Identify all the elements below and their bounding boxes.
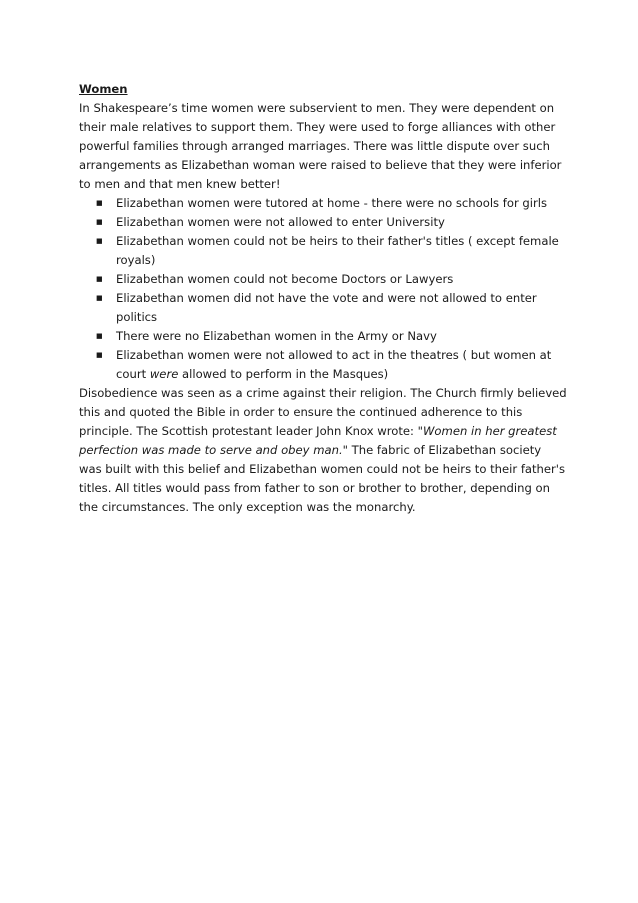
list-item	[79, 289, 567, 327]
intro-paragraph: In Shakespeare’s time women were subservient to men. They were dependent on their male relatives to support them. They were used to forge alliances with other powerful families through arranged marriages. There was little dispute over such arrangements as Elizabethan woman were raised to believe that they were inferior to men and that men knew better!	[79, 101, 562, 191]
bullet-square-icon: ■	[96, 294, 103, 302]
list-item-text-end: allowed to perform in the Masques)	[178, 367, 389, 381]
list-item-text-start: Elizabethan women were not allowed to act in the theatres ( but women at court	[116, 348, 552, 381]
list-item	[79, 213, 567, 232]
list-item	[79, 232, 567, 270]
bullet-square-icon: ■	[96, 199, 103, 207]
bullet-square-icon: ■	[96, 275, 103, 283]
bullet-square-icon: ■	[96, 218, 103, 226]
list-item-text: Elizabethan women did not have the vote and were not allowed to enter politics	[116, 291, 537, 324]
emphasis-word: were	[149, 367, 179, 381]
list-item-text: There were no Elizabethan women in the Army or Navy	[116, 329, 437, 343]
restrictions-list	[79, 194, 567, 384]
list-item	[79, 327, 567, 346]
list-item-text: Elizabethan women could not be heirs to their father's titles ( except female royals)	[116, 234, 559, 267]
list-item	[79, 346, 567, 384]
bullet-square-icon: ■	[96, 237, 103, 245]
list-item-text: Elizabethan women could not become Doctors or Lawyers	[116, 272, 454, 286]
section-title: Women	[79, 82, 128, 96]
knox-quote: Women in her greatest perfection was made to serve and obey man.	[79, 424, 557, 457]
closing-text-start: Disobedience was seen as a crime against their religion. The Church firmly believed this and quoted the Bible in order to ensure the continued adherence to this principle. The Scottish protestant leader John Knox wrote: "	[79, 386, 567, 438]
closing-text-end: " The fabric of Elizabethan society was built with this belief and Elizabethan women could not be heirs to their father's titles. All titles would pass from father to son or brother to brother, depending on the circumstances. The only exception was the monarchy.	[79, 443, 566, 514]
list-item	[79, 270, 567, 289]
list-item-text: Elizabethan women were not allowed to enter University	[116, 215, 445, 229]
bullet-square-icon: ■	[96, 332, 103, 340]
list-item	[79, 194, 567, 213]
bullet-square-icon: ■	[96, 351, 103, 359]
document-page	[79, 80, 567, 517]
list-item-text: Elizabethan women were tutored at home - there were no schools for girls	[116, 196, 548, 210]
closing-paragraph	[79, 384, 567, 517]
